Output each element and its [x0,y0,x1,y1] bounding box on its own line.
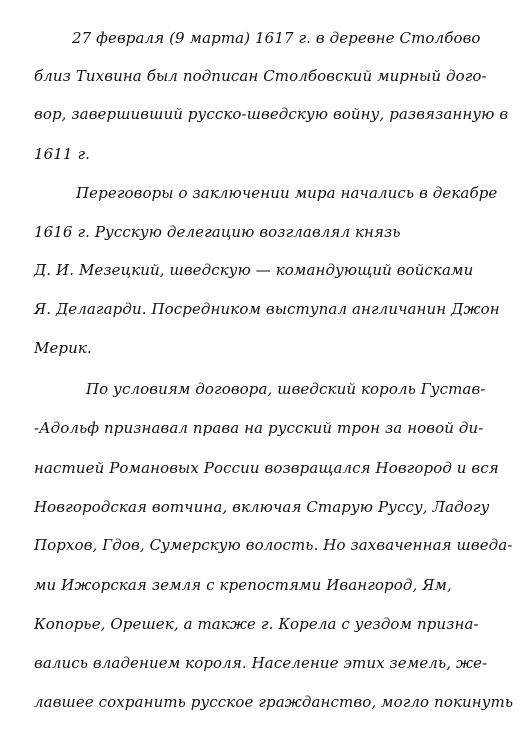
text-line: Копорье, Орешек, а также г. Корела с уездом призна- [34,615,479,633]
text-line: -Адольф признавал права на русский трон за новой ди- [34,419,484,437]
text-line: настией Романовых России возвращался Новгород и вся [34,459,499,477]
text-line: Переговоры о заключении мира начались в декабре [76,184,498,202]
text-line: вались владением короля. Население этих земель, же- [34,654,488,672]
text-line: 1611 г. [34,145,90,163]
text-line: Д. И. Мезецкий, шведскую — командующий войсками [34,261,474,279]
text-line: 27 февраля (9 марта) 1617 г. в деревне Столбово [72,29,481,47]
text-line: 1616 г. Русскую делегацию возглавлял князь [34,223,401,241]
text-line: По условиям договора, шведский король Густав- [86,380,486,398]
text-line: ми Ижорская земля с крепостями Ивангород, Ям, [34,576,452,594]
text-line: лавшее сохранить русское гражданство, могло покинуть [34,693,514,711]
text-line: близ Тихвина был подписан Столбовский мирный дого- [34,67,487,85]
text-line: Мерик. [34,339,92,357]
text-line: Порхов, Гдов, Сумерскую волость. Но захваченная шведа- [34,536,513,554]
text-line: Новгородская вотчина, включая Старую Руссу, Ладогу [34,498,490,516]
text-line: Я. Делагарди. Посредником выступал англичанин Джон [34,300,500,318]
text-line: вор, завершивший русско-шведскую войну, развязанную в [34,105,509,123]
